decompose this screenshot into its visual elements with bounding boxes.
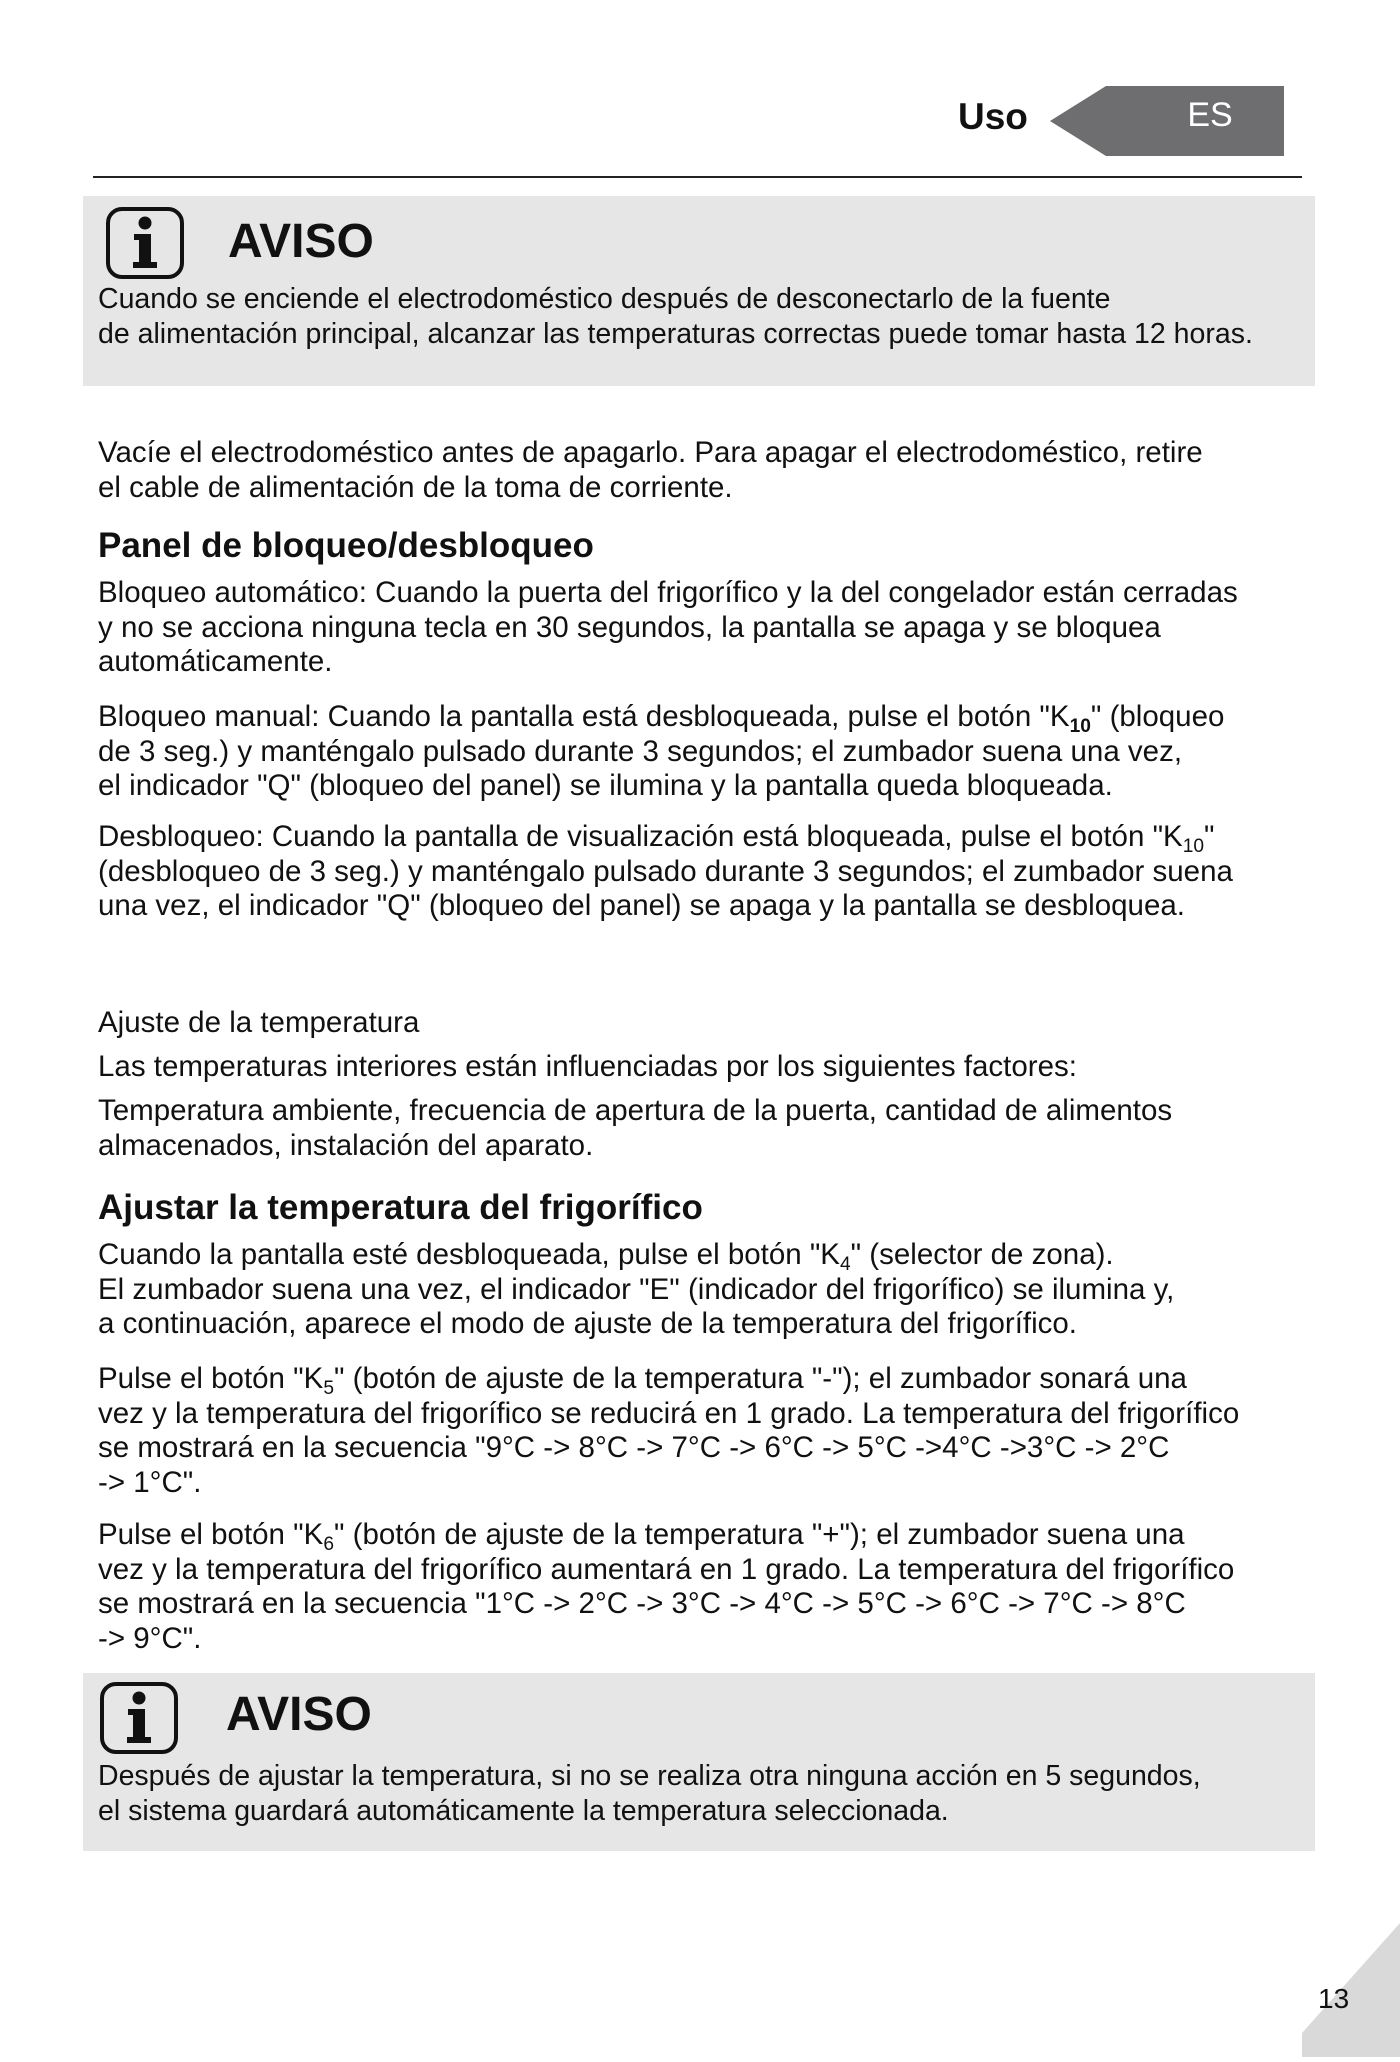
text-line: una vez, el indicador "Q" (bloqueo del panel) se apaga y la pantalla se desbloquea. (98, 889, 1185, 922)
notice-text (98, 282, 1253, 352)
notice-line: Después de ajustar la temperatura, si no se realiza otra ninguna acción en 5 segundos, (98, 1760, 1201, 1792)
section-heading: Ajustar la temperatura del frigorífico (98, 1188, 703, 1227)
unlock-paragraph (98, 820, 1233, 924)
info-icon (99, 1681, 179, 1755)
text-line: Desbloqueo: Cuando la pantalla de visualización está bloqueada, pulse el botón "$K_{10}$" (98, 820, 1215, 857)
text-line: -> 1°C". (98, 1465, 202, 1499)
notice-line: Cuando se enciende el electrodoméstico después de desconectarlo de la fuente (98, 283, 1111, 315)
text-line: a continuación, aparece el modo de ajuste de la temperatura del frigorífico. (98, 1307, 1078, 1340)
section-heading: Panel de bloqueo/desbloqueo (98, 526, 594, 565)
factors-paragraph (98, 1094, 1172, 1163)
text-line: de 3 seg.) y manténgalo pulsado durante 3 segundos; el zumbador suena una vez, (98, 734, 1183, 768)
notice-line: de alimentación principal, alcanzar las temperaturas correctas puede tomar hasta 12 horas. (98, 318, 1253, 350)
section-title: Uso (958, 96, 1028, 137)
text-line: el cable de alimentación de la toma de corriente. (98, 470, 733, 504)
text-line: Bloqueo manual: Cuando la pantalla está desbloqueada, pulse el botón "$K_{10}$" (bloqueo (98, 700, 1225, 737)
notice-box (83, 1673, 1315, 1851)
text-line: Pulse el botón "$K_6$" (botón de ajuste de la temperatura "+"); el zumbador suena una (98, 1518, 1185, 1555)
text-line: almacenados, instalación del aparato. (98, 1128, 594, 1162)
text-line: Cuando la pantalla esté desbloqueada, pulse el botón "$K_4$" (selector de zona). (98, 1238, 1114, 1275)
language-code: ES (1187, 96, 1233, 134)
intro-paragraph (98, 436, 1203, 505)
info-icon (105, 206, 185, 280)
text-line: Vacíe el electrodoméstico antes de apagarlo. Para apagar el electrodoméstico, retire (98, 436, 1203, 469)
factors-intro: Las temperaturas interiores están influenciadas por los siguientes factores: (98, 1050, 1077, 1083)
manual-lock-paragraph (98, 700, 1224, 804)
text-line: Bloqueo automático: Cuando la puerta del frigorífico y la del congelador están cerradas (98, 576, 1238, 609)
text-line: -> 9°C". (98, 1621, 202, 1655)
text-line: se mostrará en la secuencia "1°C -> 2°C -> 3°C -> 4°C -> 5°C -> 6°C -> 7°C -> 8°C (98, 1587, 1186, 1620)
notice-box (83, 196, 1315, 386)
decrease-temp-paragraph (98, 1362, 1239, 1500)
text-line: El zumbador suena una vez, el indicador "E" (indicador del frigorífico) se ilumina y, (98, 1272, 1175, 1306)
header-divider (93, 176, 1302, 178)
notice-title: AVISO (228, 215, 374, 268)
text-line: y no se acciona ninguna tecla en 30 segundos, la pantalla se apaga y se bloquea (98, 610, 1161, 644)
text-line: vez y la temperatura del frigorífico aumentará en 1 grado. La temperatura del frigorífico (98, 1552, 1235, 1586)
notice-title: AVISO (226, 1688, 372, 1741)
text-line: se mostrará en la secuencia "9°C -> 8°C -> 7°C -> 6°C -> 5°C ->4°C ->3°C -> 2°C (98, 1431, 1170, 1464)
zone-select-paragraph (98, 1238, 1174, 1342)
page-corner (1300, 1923, 1400, 2057)
text-line: Pulse el botón "$K_5$" (botón de ajuste de la temperatura "-"); el zumbador sonará una (98, 1362, 1187, 1399)
language-tab (1050, 86, 1284, 156)
text-line: (desbloqueo de 3 seg.) y manténgalo pulsado durante 3 segundos; el zumbador suena (98, 854, 1233, 888)
notice-text (98, 1759, 1201, 1829)
auto-lock-paragraph (98, 576, 1238, 680)
text-line: Temperatura ambiente, frecuencia de apertura de la puerta, cantidad de alimentos (98, 1094, 1173, 1127)
text-line: automáticamente. (98, 645, 333, 678)
text-line: el indicador "Q" (bloqueo del panel) se ilumina y la pantalla queda bloqueada. (98, 769, 1113, 802)
temperature-subtitle: Ajuste de la temperatura (98, 1006, 420, 1039)
page-number: 13 (1318, 1983, 1350, 2014)
notice-line: el sistema guardará automáticamente la temperatura seleccionada. (98, 1795, 949, 1827)
text-line: vez y la temperatura del frigorífico se reducirá en 1 grado. La temperatura del frigorífico (98, 1396, 1240, 1430)
increase-temp-paragraph (98, 1518, 1234, 1656)
